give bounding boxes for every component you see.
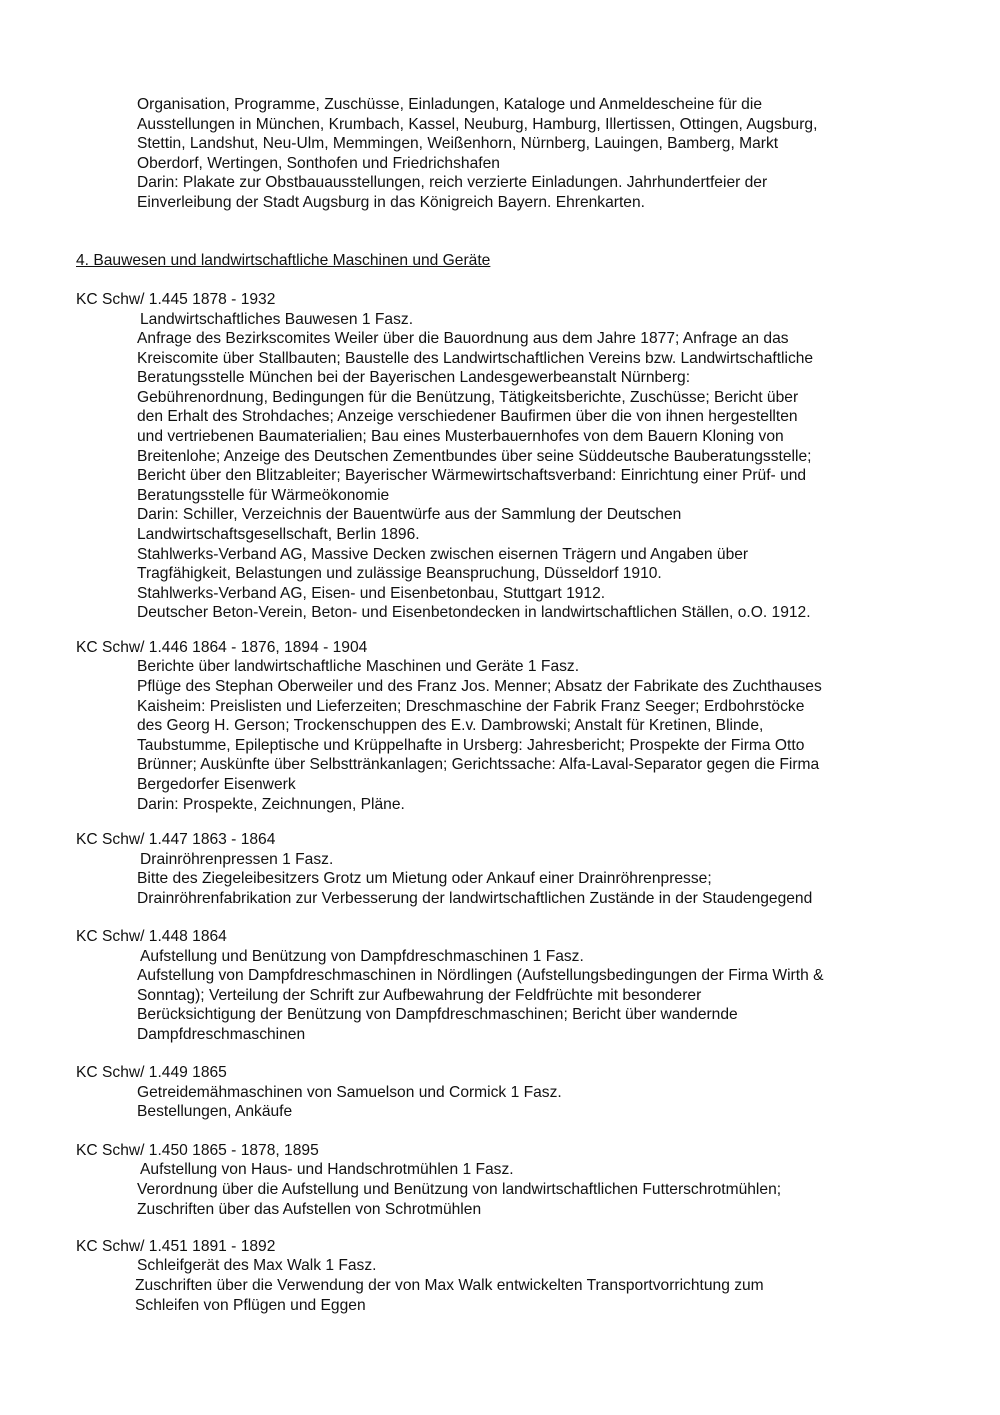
section-heading: 4. Bauwesen und landwirtschaftliche Maschinen und Geräte	[76, 252, 491, 269]
entry-line: des Georg H. Gerson; Trockenschuppen des E.v. Dambrowski; Anstalt für Kretinen, Blinde,	[137, 717, 764, 735]
entry-line: Beratungsstelle München bei der Bayerischen Landesgewerbeanstalt Nürnberg:	[137, 369, 691, 387]
entry-line: Taubstumme, Epileptische und Krüppelhafte in Ursberg: Jahresbericht; Prospekte der Firma Otto	[137, 736, 805, 754]
entry-signature: KC Schw/ 1.446 1864 - 1876, 1894 - 1904	[76, 639, 368, 656]
intro-line: Einverleibung der Stadt Augsburg in das Königreich Bayern. Ehrenkarten.	[137, 193, 645, 211]
entry-line: Stahlwerks-Verband AG, Massive Decken zwischen eisernen Trägern und Angaben über	[137, 545, 749, 563]
entry-line: Kaisheim: Preislisten und Lieferzeiten; Dreschmaschine der Fabrik Franz Seeger; Erdbohrstöcke	[137, 697, 805, 715]
intro-line: Organisation, Programme, Zuschüsse, Einladungen, Kataloge und Anmeldescheine für die	[137, 96, 762, 113]
entry-line: Stahlwerks-Verband AG, Eisen- und Eisenbetonbau, Stuttgart 1912.	[137, 584, 606, 602]
entry-line: Drainröhrenfabrikation zur Verbesserung der landwirtschaftlichen Zustände in der Staudengegend	[137, 889, 813, 907]
entry-title: Berichte über landwirtschaftliche Maschinen und Geräte 1 Fasz.	[137, 658, 580, 675]
entry-description	[137, 677, 822, 814]
entry-signature: KC Schw/ 1.449 1865	[76, 1064, 227, 1081]
entry-signature: KC Schw/ 1.445 1878 - 1932	[76, 291, 276, 308]
entry-description	[137, 329, 813, 623]
entry-line: Landwirtschaftsgesellschaft, Berlin 1896.	[137, 525, 420, 543]
entry-line: Zuschriften über das Aufstellen von Schrotmühlen	[137, 1200, 482, 1218]
entry-description	[135, 1276, 764, 1315]
entry-line: Schleifen von Pflügen und Eggen	[135, 1296, 366, 1314]
entry-title: Aufstellung und Benützung von Dampfdreschmaschinen 1 Fasz.	[140, 948, 584, 965]
entry-line: Aufstellung von Dampfdreschmaschinen in Nördlingen (Aufstellungsbedingungen der Firma Wirth &	[137, 967, 824, 984]
intro-line: Oberdorf, Wertingen, Sonthofen und Friedrichshafen	[137, 154, 500, 172]
entry-line: Bergedorfer Eisenwerk	[137, 775, 296, 793]
entry-line: Dampfdreschmaschinen	[137, 1025, 306, 1043]
entry-line: Brünner; Auskünfte über Selbsttränkanlagen; Gerichtssache: Alfa-Laval-Separator gegen die Firma	[137, 756, 820, 774]
intro-line: Stettin, Landshut, Neu-Ulm, Memmingen, Weißenhorn, Nürnberg, Lauingen, Bamberg, Markt	[137, 135, 779, 153]
entry-signature: KC Schw/ 1.451 1891 - 1892	[76, 1238, 276, 1255]
entry-description	[137, 1102, 292, 1122]
entry-signature: KC Schw/ 1.448 1864	[76, 928, 227, 945]
entry-line: Pflüge des Stephan Oberweiler und des Franz Jos. Menner; Absatz der Fabrikate des Zuchthauses	[137, 678, 822, 695]
entry-line: Bestellungen, Ankäufe	[137, 1103, 293, 1120]
entry-line: Sonntag); Verteilung der Schrift zur Aufbewahrung der Feldfrüchte mit besonderer	[137, 986, 702, 1004]
entry-line: den Erhalt des Strohdaches; Anzeige verschiedener Baufirmen über die von ihnen hergestellten	[137, 408, 798, 426]
entry-line: Gebührenordnung, Bedingungen für die Benützung, Tätigkeitsberichte, Zuschüsse; Bericht über	[137, 388, 799, 406]
entry-title: Aufstellung von Haus- und Handschrotmühlen 1 Fasz.	[140, 1161, 514, 1178]
entry-line: Breitenlohe; Anzeige des Deutschen Zementbundes über seine Süddeutsche Bauberatungsstelle;	[137, 447, 812, 465]
entry-signature: KC Schw/ 1.450 1865 - 1878, 1895	[76, 1142, 319, 1159]
entry-title: Getreidemähmaschinen von Samuelson und Cormick 1 Fasz.	[137, 1084, 562, 1101]
entry-title: Drainröhrenpressen 1 Fasz.	[140, 851, 334, 868]
entry-description	[137, 966, 823, 1044]
entry-signature: KC Schw/ 1.447 1863 - 1864	[76, 831, 276, 848]
entry-description	[137, 1180, 781, 1219]
entry-line: Beratungsstelle für Wärmeökonomie	[137, 486, 390, 504]
intro-line: Darin: Plakate zur Obstbauausstellungen, reich verzierte Einladungen. Jahrhundertfeier der	[137, 174, 768, 192]
entry-line: Bitte des Ziegeleibesitzers Grotz um Mietung oder Ankauf einer Drainröhrenpresse;	[137, 870, 712, 887]
entry-line: Tragfähigkeit, Belastungen und zulässige Beanspruchung, Düsseldorf 1910.	[137, 565, 662, 583]
entry-title: Landwirtschaftliches Bauwesen 1 Fasz.	[140, 311, 414, 328]
entry-line: Deutscher Beton-Verein, Beton- und Eisenbetondecken in landwirtschaftlichen Ställen, o.O. 1912.	[137, 604, 811, 622]
entry-line: Zuschriften über die Verwendung der von Max Walk entwickelten Transportvorrichtung zum	[135, 1277, 764, 1294]
entry-line: Berücksichtigung der Benützung von Dampfdreschmaschinen; Bericht über wandernde	[137, 1006, 738, 1024]
entry-line: Darin: Schiller, Verzeichnis der Bauentwürfe aus der Sammlung der Deutschen	[137, 506, 682, 524]
intro-paragraph	[137, 95, 817, 213]
entry-title: Schleifgerät des Max Walk 1 Fasz.	[137, 1257, 377, 1274]
entry-line: Bericht über den Blitzableiter; Bayerischer Wärmewirtschaftsverband: Einrichtung einer Prüf- und	[137, 467, 807, 485]
intro-line: Ausstellungen in München, Krumbach, Kassel, Neuburg, Hamburg, Illertissen, Ottingen, Augsburg,	[137, 115, 818, 133]
entry-line: und vertriebenen Baumaterialien; Bau eines Musterbauernhofes von dem Bauern Kloning von	[137, 427, 784, 445]
entry-line: Kreiscomite über Stallbauten; Baustelle des Landwirtschaftlichen Vereins bzw. Landwirtschaftliche	[137, 349, 814, 367]
entry-line: Verordnung über die Aufstellung und Benützung von landwirtschaftlichen Futterschrotmühlen;	[137, 1181, 782, 1198]
entry-line: Darin: Prospekte, Zeichnungen, Pläne.	[137, 795, 405, 813]
entry-line: Anfrage des Bezirkscomites Weiler über die Bauordnung aus dem Jahre 1877; Anfrage an das	[137, 330, 789, 347]
entry-description	[137, 869, 812, 908]
